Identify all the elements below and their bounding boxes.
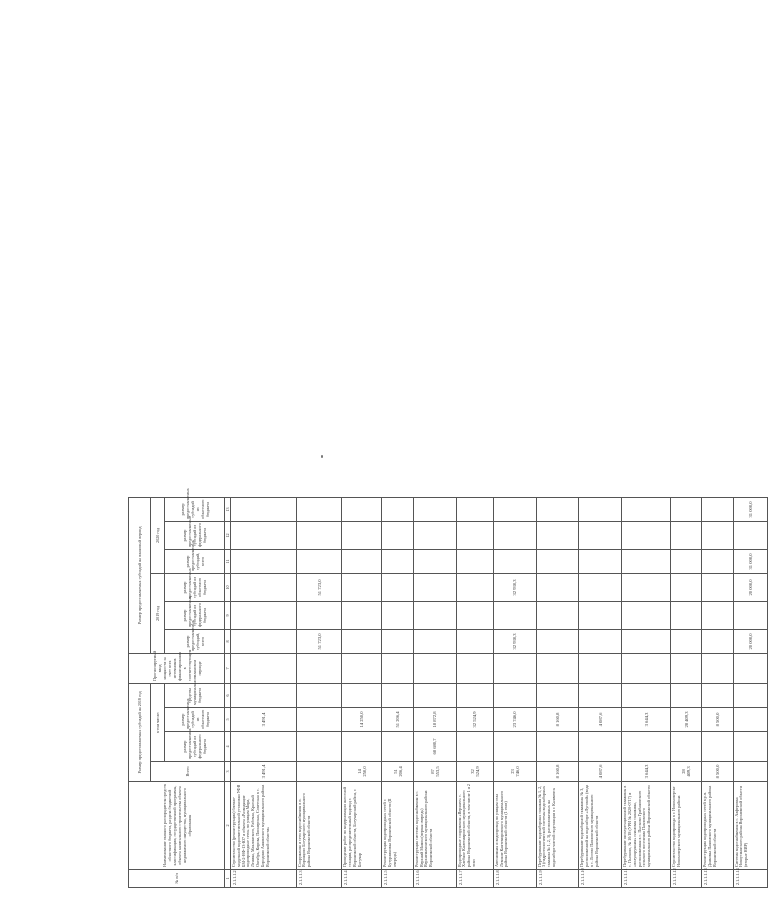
cell-t19 (456, 629, 493, 653)
cell-total: 8 500,0 (702, 762, 733, 782)
cell-o19: 51 723,0 (296, 573, 342, 601)
cell-o20 (702, 497, 733, 521)
cell-mun (622, 683, 671, 707)
cell-f19 (296, 601, 342, 629)
cell-name: Реконструкция водопроводных сетей в р.п. Данковка Панинского муниципального района Воронежской области (702, 782, 733, 870)
cell-f20 (733, 521, 767, 549)
cell-obl: 23 746,0 (493, 708, 536, 732)
cell-f19 (670, 601, 701, 629)
cell-f20 (231, 521, 297, 549)
cell-f20 (579, 521, 622, 549)
cell-o19 (456, 573, 493, 601)
header-predicted: Прогнозируемый ввод мощности за счет всех источников финансирования в соответствующем плановом периоде (129, 653, 225, 683)
cell-t20 (622, 549, 671, 573)
col-number: 12 (225, 521, 231, 549)
cell-code: 2.1.1.1.8 (493, 870, 536, 888)
cell-t20 (579, 549, 622, 573)
cell-fed (493, 732, 536, 762)
cell-f19 (382, 601, 413, 629)
cell-fed (231, 732, 297, 762)
header-total-2019: размер предоставляемых субсидий, всего (165, 629, 225, 653)
cell-name: Перебуривание эксплуатационной скважины в с. Пысково, № 10/18 (УРИ № 2020-0717) и «полуокрушная» плановая скважина, расположенная в с. Пысково Грибановского сельского поселения Павловского муниципального района Воронежской области (622, 782, 671, 870)
cell-t19: 51 723,0 (296, 629, 342, 653)
cell-mun (493, 683, 536, 707)
rotated-table-frame (128, 488, 768, 888)
col-number: 7 (225, 653, 231, 683)
col-number: 8 (225, 629, 231, 653)
cell-pred (622, 653, 671, 683)
table-row (622, 497, 671, 887)
cell-o20 (536, 497, 579, 521)
header-name: Наименование главного распорядителя средств областного бюджета, раздела бюджетной классификации, государственной программы, объекта капитального строительства объекта недвижимого имущества, муниципального образования (129, 782, 225, 870)
cell-pred (382, 653, 413, 683)
cell-fed (702, 732, 733, 762)
cell-o20 (493, 497, 536, 521)
cell-o19 (579, 573, 622, 601)
cell-f20 (670, 521, 701, 549)
cell-t19 (382, 629, 413, 653)
cell-obl: 8 160,8 (536, 708, 579, 732)
cell-t20: 31 000,0 (733, 549, 767, 573)
header-num: № п/п (129, 870, 225, 888)
table-row (456, 497, 493, 887)
cell-f19 (622, 601, 671, 629)
cell-fed (536, 732, 579, 762)
cell-t20 (231, 549, 297, 573)
cell-o19 (342, 573, 382, 601)
cell-f20 (622, 521, 671, 549)
cell-total: 28 409,3 (670, 762, 701, 782)
cell-o19 (536, 573, 579, 601)
cell-obl: 14 250,0 (342, 708, 382, 732)
cell-obl: 18 872,8 (413, 708, 456, 732)
cell-total: 4 087,6 (579, 762, 622, 782)
col-number: 11 (225, 549, 231, 573)
header-fed-2020: размер предоставляемых субсидий из федерального бюджета (165, 521, 225, 549)
cell-t20 (342, 549, 382, 573)
cell-name: Система водоснабжения в с. Алферовка Новоусманского района Воронежской области (вторые НИР) (733, 782, 767, 870)
cell-pred (670, 653, 701, 683)
cell-obl: 51 206,4 (382, 708, 413, 732)
cell-o19 (622, 573, 671, 601)
cell-f20 (456, 521, 493, 549)
cell-mun (456, 683, 493, 707)
cell-code: 2.1.1.1.11 (622, 870, 671, 888)
col-number: 2 (225, 782, 231, 870)
col-number: 4 (225, 732, 231, 762)
cell-t19 (670, 629, 701, 653)
cell-f20 (296, 521, 342, 549)
cell-pred (579, 653, 622, 683)
cell-t20 (536, 549, 579, 573)
cell-o20 (231, 497, 297, 521)
cell-o20 (382, 497, 413, 521)
cell-pred (231, 653, 297, 683)
cell-f19 (456, 601, 493, 629)
cell-total: 87 553,5 (413, 762, 456, 782)
col-number: 5 (225, 708, 231, 732)
cell-t19 (231, 629, 297, 653)
cell-o19 (702, 573, 733, 601)
cell-total: 14 250,0 (342, 762, 382, 782)
cell-pred (456, 653, 493, 683)
cell-t19: 20 000,0 (733, 629, 767, 653)
cell-name: Строительство водопровода в г. Новохоперске Новохоперского муниципального района (670, 782, 701, 870)
header-fed-2019: размер предоставляемых субсидий из федерального бюджета (165, 601, 225, 629)
cell-total: 51 206,4 (382, 762, 413, 782)
cell-pred (536, 653, 579, 683)
cell-t19 (702, 629, 733, 653)
cell-f20 (382, 521, 413, 549)
header-subsidy-2018: Размер предоставляемых субсидий на 2018 год (129, 683, 151, 781)
table-row (579, 497, 622, 887)
header-obl: размер предоставляемых субсидий из областного бюджета (165, 708, 225, 732)
cell-mun (579, 683, 622, 707)
cell-t19 (413, 629, 456, 653)
cell-fed (670, 732, 701, 762)
cell-code: 2.1.1.1.13 (702, 870, 733, 888)
cell-code: 2.1.1.1.4 (342, 870, 382, 888)
cell-t20 (493, 549, 536, 573)
cell-mun (413, 683, 456, 707)
cell-t20 (670, 549, 701, 573)
cell-o20 (342, 497, 382, 521)
header-plan-period: Размер предоставляемых субсидий на плановый период (129, 497, 151, 653)
cell-code: 2.1.1.1.6 (413, 870, 456, 888)
cell-pred (733, 653, 767, 683)
cell-o19: 20 000,0 (733, 573, 767, 601)
cell-f19 (342, 601, 382, 629)
cell-o20 (670, 497, 701, 521)
header-2020: 2020 год (151, 497, 165, 573)
cell-mun (733, 683, 767, 707)
table-row (670, 497, 701, 887)
cell-f20 (413, 521, 456, 549)
header-mun: средства муниципального бюджета (165, 683, 225, 707)
cell-o19 (231, 573, 297, 601)
table-row (382, 497, 413, 887)
subsidy-table (128, 488, 768, 888)
cell-code: 2.1.1.1.12 (670, 870, 701, 888)
cell-name: Реконструкция системы водоснабжения в с. Верхний Мамон (первая очередь) Верхнемамонского муниципального района Воронежской области (413, 782, 456, 870)
cell-pred (296, 653, 342, 683)
cell-f19 (702, 601, 733, 629)
col-number: 13 (225, 497, 231, 521)
header-obl-2020: размер предоставляемых субсидий из областного бюджета (165, 497, 225, 521)
cell-o19: 32 930,3 (493, 573, 536, 601)
cell-mun (231, 683, 297, 707)
table-row (296, 497, 342, 887)
cell-fed (733, 732, 767, 762)
cell-total: 3 644,3 (622, 762, 671, 782)
cell-fed (382, 732, 413, 762)
cell-o20: 31 000,0 (733, 497, 767, 521)
cell-fed (342, 732, 382, 762)
cell-name: Перебуривание водозаборной скважины № 3, расположенной на водозаборе «Луговой» (вода в с. Лосево Павловского муниципального района Воронежской области (579, 782, 622, 870)
cell-o20 (296, 497, 342, 521)
cell-code: 2.1.1.1.9 (536, 870, 579, 888)
table-row (342, 497, 382, 887)
cell-name: Сооружения и сети водоснабжения в п. Воронцово Богучарского муниципального района Воронежской области (296, 782, 342, 870)
header-2019: 2019 год (151, 573, 165, 653)
cell-total (296, 762, 342, 782)
cell-o19 (670, 573, 701, 601)
cell-o19 (413, 573, 456, 601)
table-row (536, 497, 579, 887)
cell-o20 (622, 497, 671, 521)
col-number: 1 (225, 870, 231, 888)
cell-o20 (579, 497, 622, 521)
cell-t19 (536, 629, 579, 653)
table-row (413, 497, 456, 887)
cell-name: Проведение работ по модернизации насосной станции, распределительный водовод г. Воронежской области, Богучарский район, г. Богучар (342, 782, 382, 870)
cell-code: 2.1.1.1.2 (231, 870, 297, 888)
cell-obl: 4 087,6 (579, 708, 622, 732)
cell-obl: 8 500,0 (702, 708, 733, 732)
cell-pred (342, 653, 382, 683)
header-total-2020: размер предоставляемых субсидий, всего (165, 549, 225, 573)
col-number: 10 (225, 573, 231, 601)
cell-total: 3 491,4 (231, 762, 297, 782)
table-row (493, 497, 536, 887)
table-row (733, 497, 767, 887)
cell-fed: 68 680,7 (413, 732, 456, 762)
cell-mun (342, 683, 382, 707)
header-incl: в том числе: (151, 683, 165, 761)
cell-fed (579, 732, 622, 762)
cell-f19 (536, 601, 579, 629)
cell-name: Автономная и водопровод по улицам села Левокие Кантемировского муниципального района Воронежской области (1 этап) (493, 782, 536, 870)
cell-total: 23 746,0 (493, 762, 536, 782)
cell-t19 (622, 629, 671, 653)
cell-mun (702, 683, 733, 707)
cell-total: 8 160,8 (536, 762, 579, 782)
cell-mun (382, 683, 413, 707)
scan-dot (321, 455, 323, 458)
cell-mun (670, 683, 701, 707)
cell-obl: 28 409,3 (670, 708, 701, 732)
cell-t20 (456, 549, 493, 573)
col-number: 9 (225, 601, 231, 629)
cell-name: Строительство (реконструкция) блочно-модульной водоочистительной установки УФВ БМ-2-НФ-13-Ю7 и объекта «Разводящие водопроводные сети» по улицам Мира, Ленина, Маклинского, Рабочая, Красный Октябрь, Кирова, Пионерская, Советская в с. Бородино Аннинского муниципального района Воронежской области» (231, 782, 297, 870)
cell-code: 2.1.1.1.14 (733, 870, 767, 888)
cell-code: 2.1.1.1.7 (456, 870, 493, 888)
header-obl-2019: размер предоставляемых субсидий из областного бюджета (165, 573, 225, 601)
cell-name: Перебуривание водозаборных скважин № 1, 2, 3 (гидрогеологической системы водозаборных скважин № 1, 2, 3), расположенных на водозаборе чистой подстанции в г. Калачевск (536, 782, 579, 870)
cell-pred (413, 653, 456, 683)
cell-fed (622, 732, 671, 762)
cell-pred (493, 653, 536, 683)
cell-name: Водопроводные сооружения «Верхнее» с. Хлебное Кантемировского муниципального района Воронежской области, в том числе 1 и 2 этап (456, 782, 493, 870)
cell-f19 (231, 601, 297, 629)
header-total: Всего (151, 762, 225, 782)
header-fed: размер предоставляемых субсидий из федерального бюджета (165, 732, 225, 762)
col-number: 3 (225, 762, 231, 782)
cell-f19 (413, 601, 456, 629)
cell-t19 (579, 629, 622, 653)
cell-total: 32 524,9 (456, 762, 493, 782)
cell-code: 2.1.1.1.10 (579, 870, 622, 888)
cell-obl: 3 491,4 (231, 708, 297, 732)
cell-total (733, 762, 767, 782)
cell-t20 (296, 549, 342, 573)
cell-f20 (342, 521, 382, 549)
cell-t20 (702, 549, 733, 573)
cell-name: Реконструкция водопроводных сетей г. Бутурлиновка Воронежской области (II очередь) (382, 782, 413, 870)
cell-obl: 32 524,9 (456, 708, 493, 732)
cell-code: 2.1.1.1.3 (296, 870, 342, 888)
cell-o20 (413, 497, 456, 521)
cell-t19: 32 930,3 (493, 629, 536, 653)
cell-f20 (536, 521, 579, 549)
cell-f19 (579, 601, 622, 629)
cell-t20 (382, 549, 413, 573)
cell-o20 (456, 497, 493, 521)
cell-fed (296, 732, 342, 762)
cell-obl: 3 644,3 (622, 708, 671, 732)
cell-o19 (382, 573, 413, 601)
cell-t19 (342, 629, 382, 653)
cell-obl (296, 708, 342, 732)
cell-f19 (493, 601, 536, 629)
cell-pred (702, 653, 733, 683)
table-row (231, 497, 297, 887)
cell-mun (536, 683, 579, 707)
cell-fed (456, 732, 493, 762)
cell-t20 (413, 549, 456, 573)
cell-obl (733, 708, 767, 732)
col-number: 6 (225, 683, 231, 707)
table-row (702, 497, 733, 887)
cell-f19 (733, 601, 767, 629)
cell-f20 (493, 521, 536, 549)
cell-code: 2.1.1.1.5 (382, 870, 413, 888)
cell-f20 (702, 521, 733, 549)
cell-mun (296, 683, 342, 707)
